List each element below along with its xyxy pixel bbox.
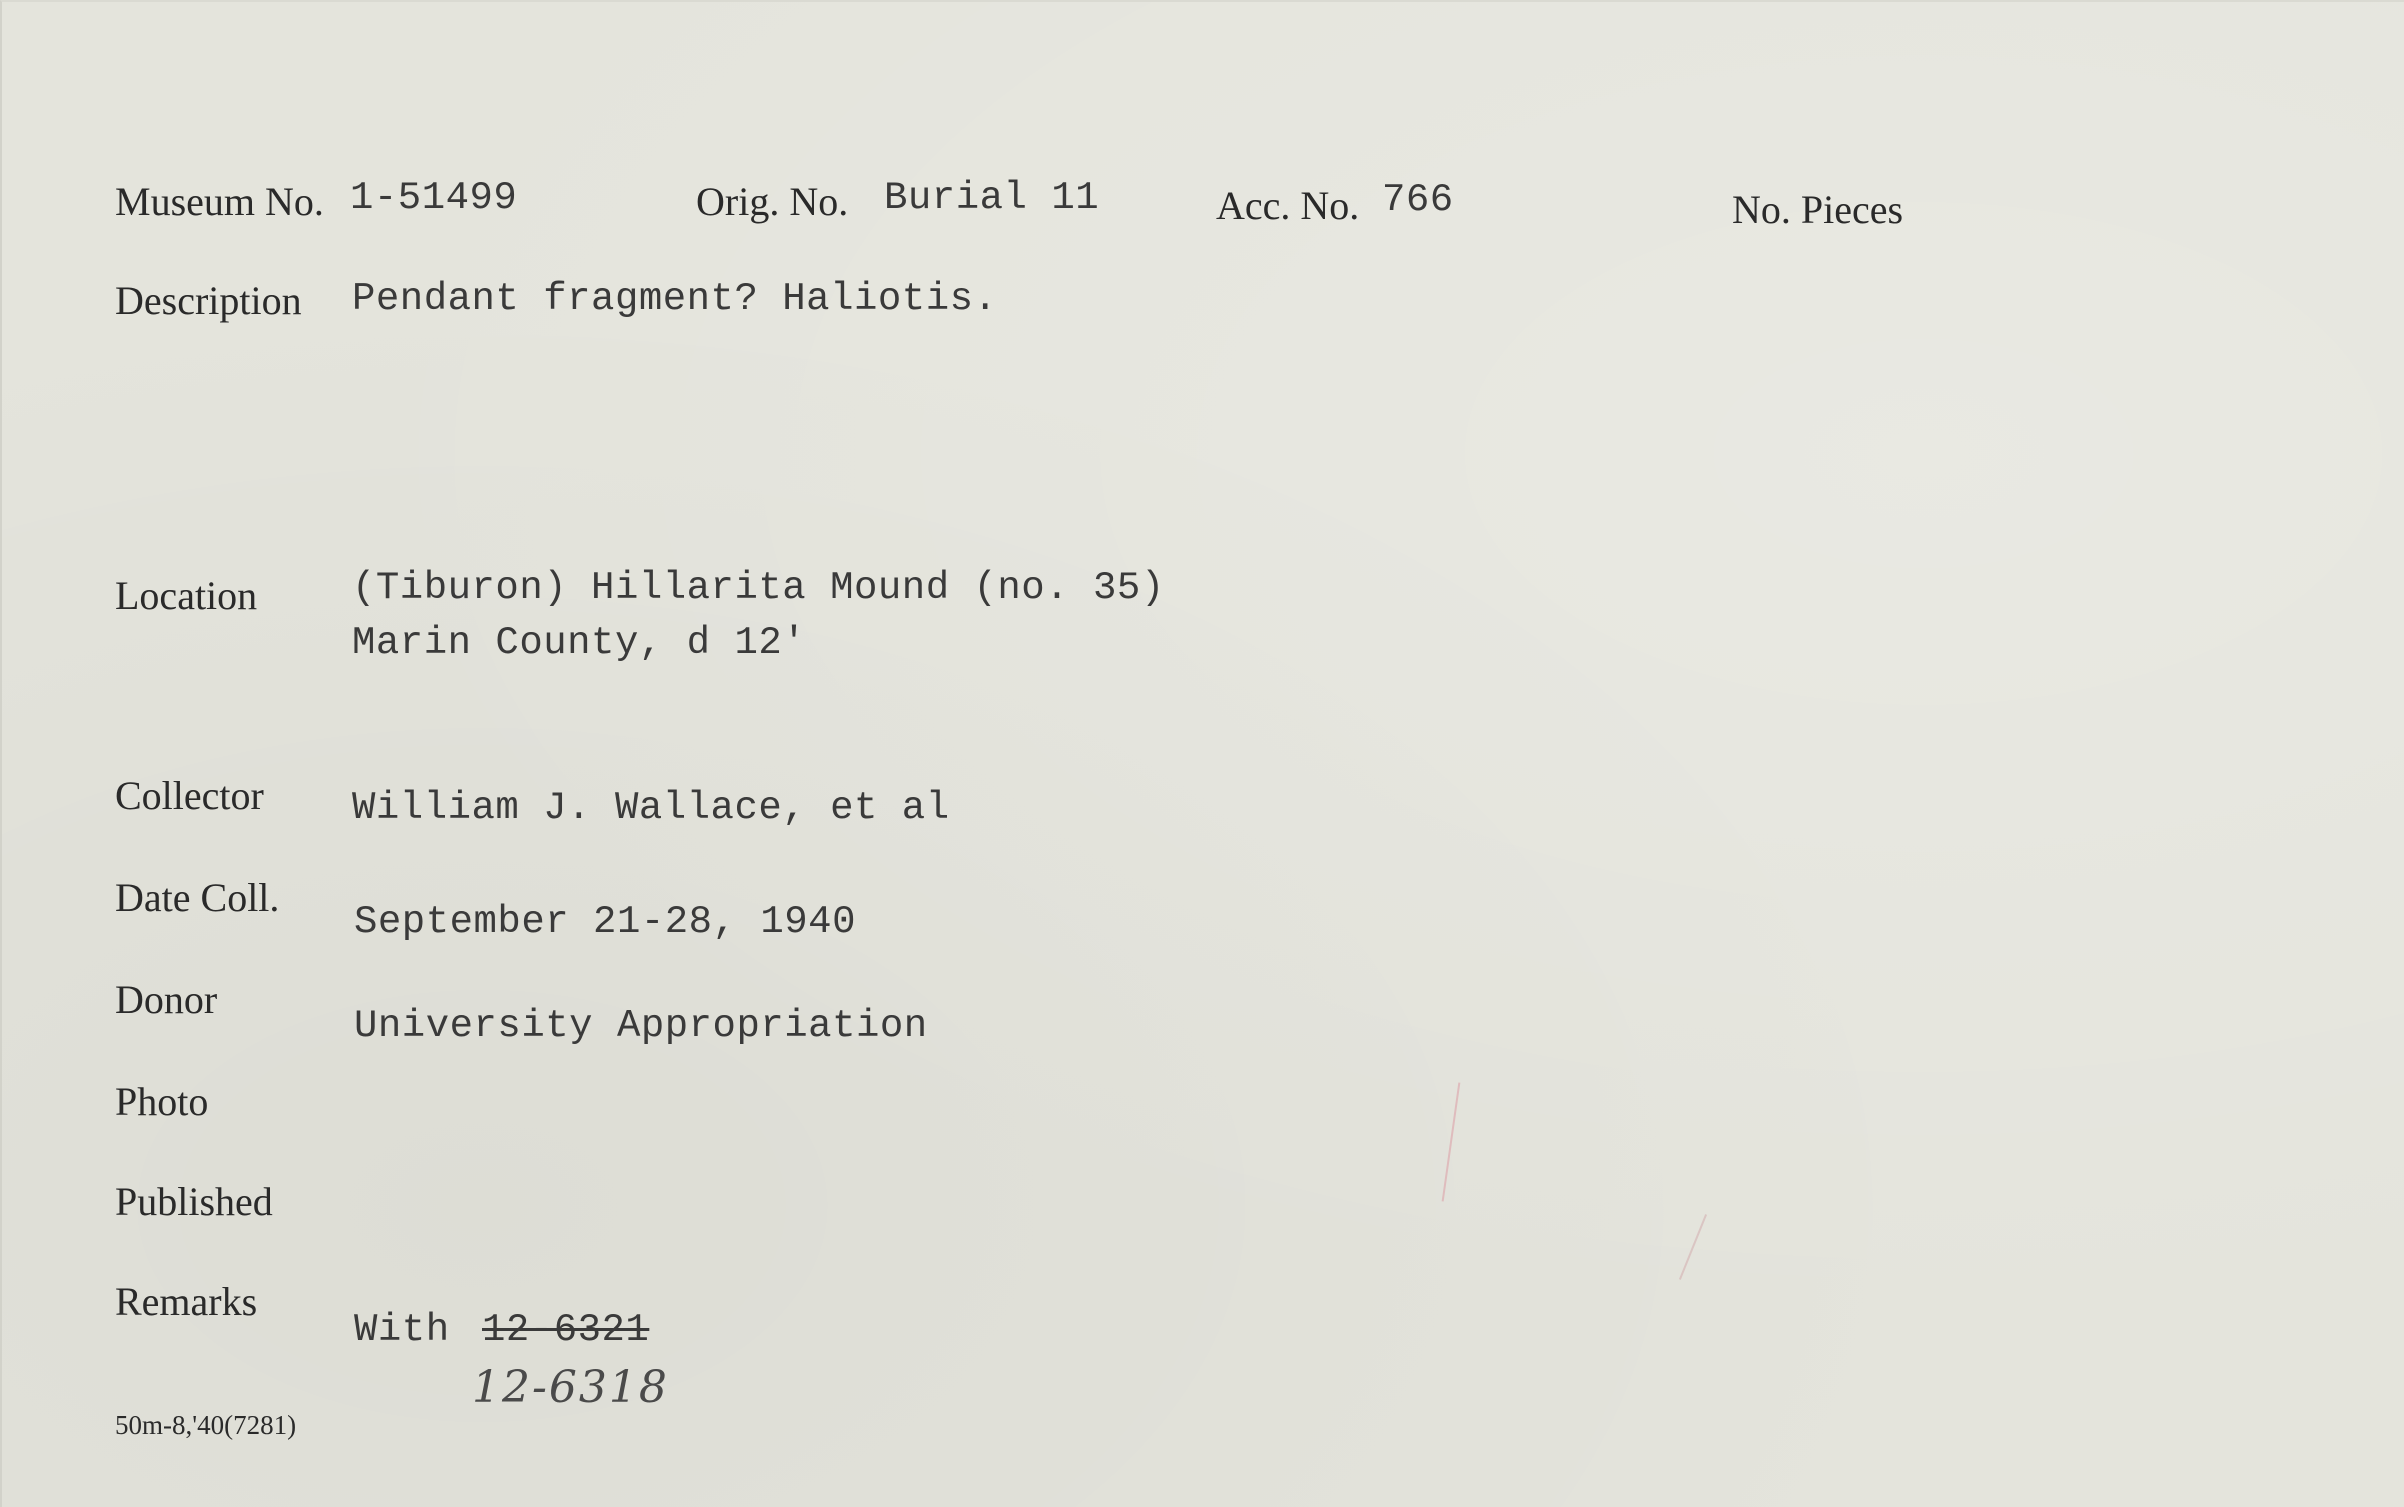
stray-mark — [1679, 1214, 1707, 1280]
description-label: Description — [115, 278, 302, 323]
date-coll-label: Date Coll. — [115, 875, 280, 920]
donor-label: Donor — [115, 977, 218, 1022]
form-code: 50m-8,'40(7281) — [115, 1410, 297, 1440]
description-value: Pendant fragment? Haliotis. — [352, 277, 998, 321]
collector-value: William J. Wallace, et al — [352, 786, 950, 830]
no-pieces-label: No. Pieces — [1732, 187, 1904, 232]
donor-value: University Appropriation — [354, 1004, 928, 1048]
museum-no-value: 1-51499 — [350, 176, 518, 220]
photo-label: Photo — [115, 1079, 209, 1124]
acc-no-value: 766 — [1382, 178, 1454, 222]
orig-no-value: Burial 11 — [884, 176, 1100, 220]
remarks-handwritten-number: 12-6318 — [472, 1362, 669, 1413]
remarks-struck-number: 12-6321 — [482, 1308, 650, 1352]
collector-label: Collector — [115, 773, 264, 818]
remarks-prefix: With — [354, 1308, 450, 1352]
published-label: Published — [115, 1179, 273, 1224]
museum-no-label: Museum No. — [115, 179, 324, 224]
location-label: Location — [115, 573, 258, 618]
location-line-1: (Tiburon) Hillarita Mound (no. 35) — [352, 566, 1165, 610]
stray-mark — [1442, 1082, 1461, 1201]
remarks-label: Remarks — [115, 1279, 258, 1324]
acc-no-label: Acc. No. — [1216, 183, 1360, 228]
date-coll-value: September 21-28, 1940 — [354, 900, 856, 944]
orig-no-label: Orig. No. — [696, 179, 849, 224]
location-line-2: Marin County, d 12' — [352, 621, 807, 665]
